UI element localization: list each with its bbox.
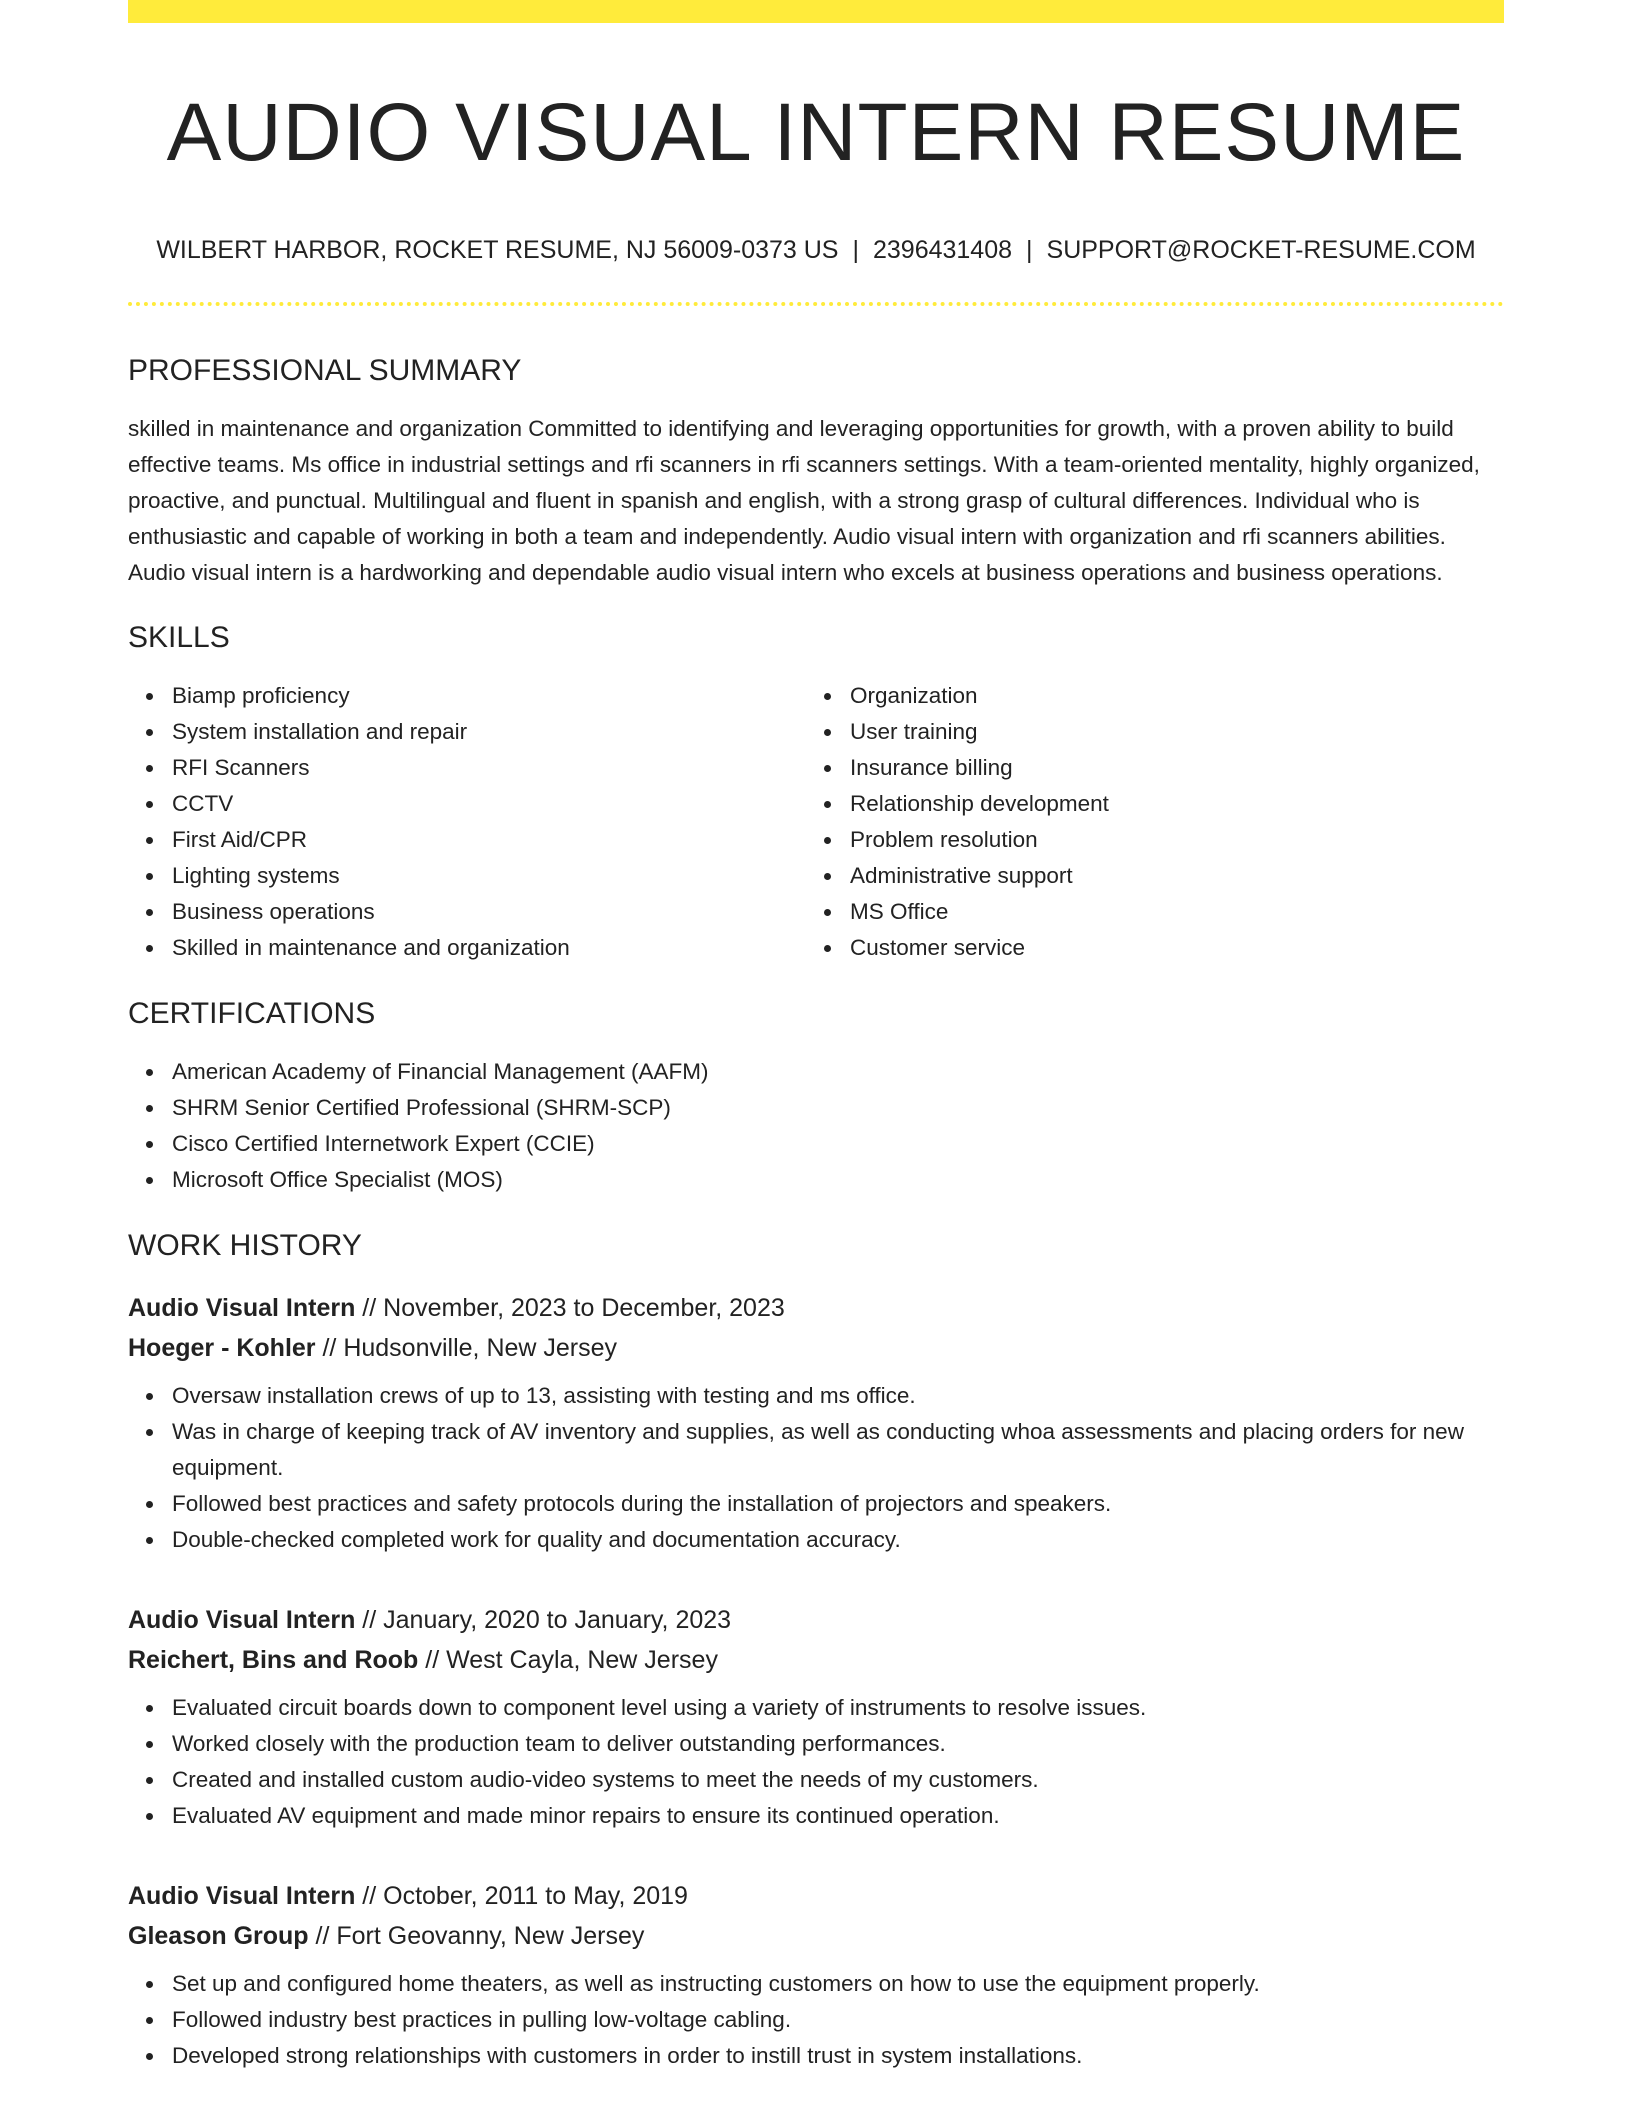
certifications-list [128,1054,1504,1198]
job-company: Reichert, Bins and Roob [128,1646,419,1674]
skill-item: Business operations [128,894,806,930]
job-entry [128,1288,1504,1558]
job-position: Audio Visual Intern [128,1606,356,1634]
work-history-heading: WORK HISTORY [128,1229,362,1262]
contact-phone: 2396431408 [872,236,1013,264]
job-duty: Evaluated circuit boards down to component level using a variety of instruments to resolve issues. [128,1690,1504,1726]
skill-item: Skilled in maintenance and organization [128,930,806,966]
job-duties-list [128,1378,1504,1558]
certifications-heading: CERTIFICATIONS [128,997,376,1030]
skill-item: First Aid/CPR [128,822,806,858]
skill-item: MS Office [806,894,1484,930]
contact-separator: | [1026,236,1033,264]
resume-content [128,23,1504,2074]
skill-item: Relationship development [806,786,1484,822]
summary-text: skilled in maintenance and organization Committed to identifying and leveraging opportunities for growth, with a proven ability to build effective teams. Ms office in industrial settings and rfi scanners in rfi scanners settings. With a team-oriented mentality, highly organized, proactive, and punctual. Multilingual and fluent in spanish and english, with a strong grasp of cultural differences. Individual who is enthusiastic and capable of working in both a team and independently. Audio visual intern with organization and rfi scanners abilities. Audio visual intern is a hardworking and dependable audio visual intern who excels at business operations and business operations. [128,416,1480,585]
skills-column-left [128,678,806,966]
skills-column-right [806,678,1484,966]
job-duty: Followed industry best practices in pulling low-voltage cabling. [128,2002,1504,2038]
certification-item: Cisco Certified Internetwork Expert (CCIE) [128,1126,1504,1162]
job-company-line [128,1328,1504,1368]
job-title-line [128,1288,1504,1328]
job-title-line [128,1600,1504,1640]
job-company-line [128,1640,1504,1680]
contact-line [128,232,1504,268]
summary-heading: PROFESSIONAL SUMMARY [128,354,522,387]
certification-item: American Academy of Financial Management (AAFM) [128,1054,1504,1090]
job-location: // Fort Geovanny, New Jersey [315,1922,645,1950]
skill-item: RFI Scanners [128,750,806,786]
skill-item: Lighting systems [128,858,806,894]
job-title-line [128,1876,1504,1916]
skill-item: Problem resolution [806,822,1484,858]
job-position: Audio Visual Intern [128,1882,356,1910]
job-duties-list [128,1690,1504,1834]
skill-item: Organization [806,678,1484,714]
job-duty: Double-checked completed work for quality and documentation accuracy. [128,1522,1504,1558]
skill-item: User training [806,714,1484,750]
skills-heading: SKILLS [128,621,230,654]
job-dates: // October, 2011 to May, 2019 [362,1882,688,1910]
job-dates: // November, 2023 to December, 2023 [362,1294,785,1322]
resume-title: AUDIO VISUAL INTERN RESUME [166,87,1466,178]
skill-item: Customer service [806,930,1484,966]
job-duty: Evaluated AV equipment and made minor repairs to ensure its continued operation. [128,1798,1504,1834]
job-duties-list [128,1966,1504,2074]
skill-item: Biamp proficiency [128,678,806,714]
skill-item: CCTV [128,786,806,822]
job-location: // Hudsonville, New Jersey [322,1334,618,1362]
job-duty: Set up and configured home theaters, as well as instructing customers on how to use the equipment properly. [128,1966,1504,2002]
job-company-line [128,1916,1504,1956]
job-dates: // January, 2020 to January, 2023 [362,1606,732,1634]
job-duty: Oversaw installation crews of up to 13, assisting with testing and ms office. [128,1378,1504,1414]
job-entry [128,1876,1504,2074]
certification-item: Microsoft Office Specialist (MOS) [128,1162,1504,1198]
contact-separator: | [852,236,859,264]
skills-columns [128,678,1504,966]
contact-address: WILBERT HARBOR, ROCKET RESUME, NJ 56009-0373 US [156,236,839,264]
accent-top-bar [128,0,1504,23]
skill-item: Administrative support [806,858,1484,894]
job-entry [128,1600,1504,1834]
certification-item: SHRM Senior Certified Professional (SHRM-SCP) [128,1090,1504,1126]
skill-item: Insurance billing [806,750,1484,786]
job-location: // West Cayla, New Jersey [425,1646,718,1674]
job-duty: Followed best practices and safety protocols during the installation of projectors and speakers. [128,1486,1504,1522]
job-duty: Created and installed custom audio-video systems to meet the needs of my customers. [128,1762,1504,1798]
skills-list-right [806,678,1484,966]
skill-item: System installation and repair [128,714,806,750]
job-duty: Developed strong relationships with customers in order to instill trust in system installations. [128,2038,1504,2074]
job-duty: Worked closely with the production team to deliver outstanding performances. [128,1726,1504,1762]
dotted-divider [128,302,1504,306]
job-position: Audio Visual Intern [128,1294,356,1322]
job-company: Hoeger - Kohler [128,1334,316,1362]
contact-email: SUPPORT@ROCKET-RESUME.COM [1046,236,1476,264]
job-company: Gleason Group [128,1922,309,1950]
skills-list-left [128,678,806,966]
job-duty: Was in charge of keeping track of AV inventory and supplies, as well as conducting whoa assessments and placing orders for new equipment. [128,1414,1504,1486]
